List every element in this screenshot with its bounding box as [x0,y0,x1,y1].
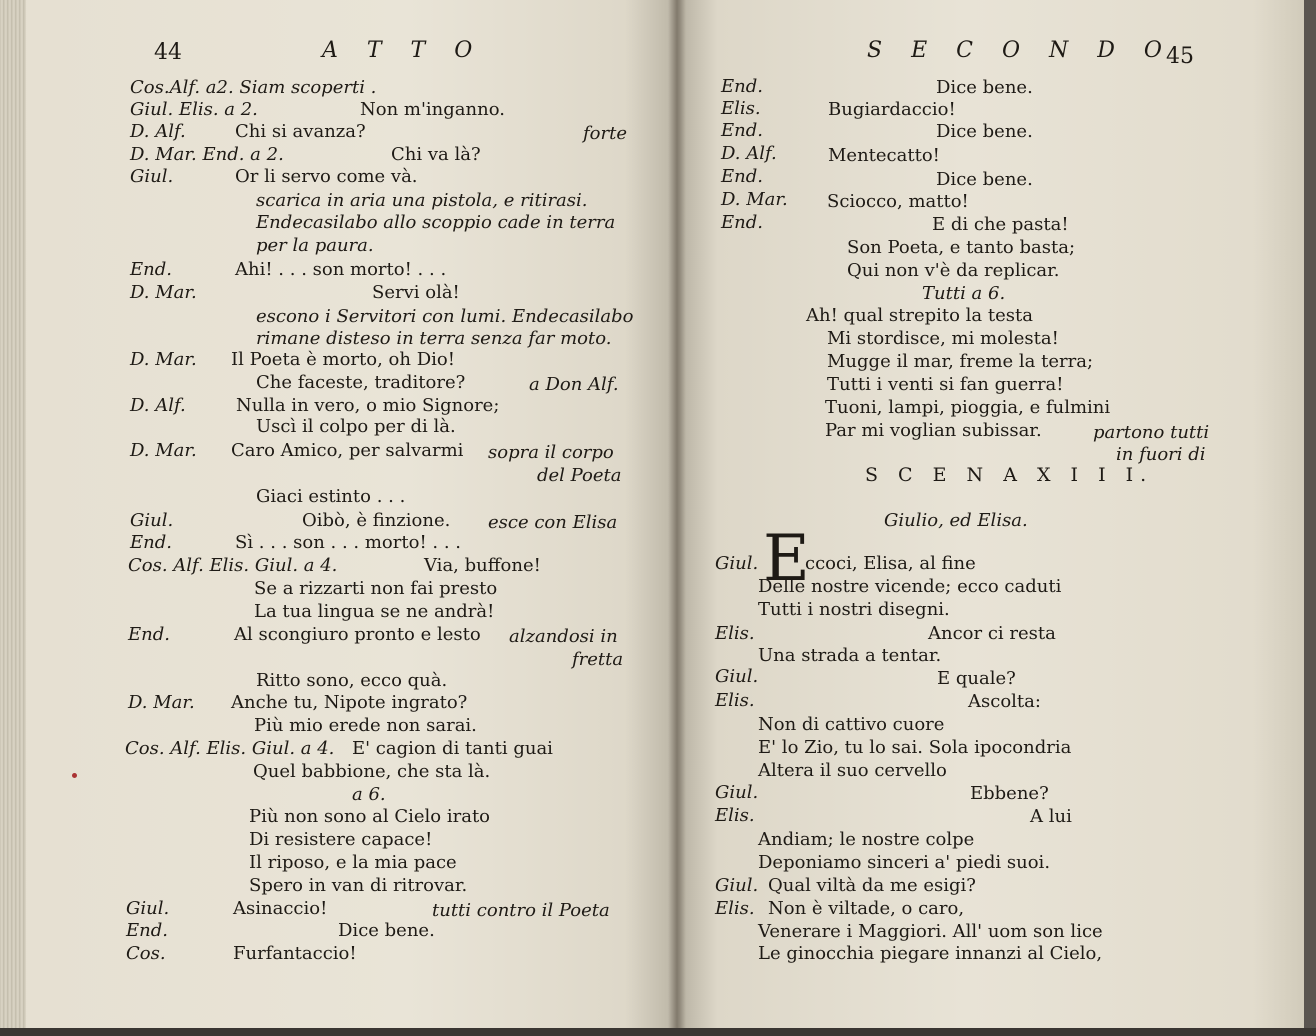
dialogue-text: Venerare i Maggiori. All' uom son lice [758,921,1103,942]
speaker-label: Giul. [130,166,174,187]
speaker-label: D. Mar. End. a 2. [130,144,284,165]
text-line: Cos.Alf. a2. Siam scoperti . [130,77,377,98]
dialogue-text: Delle nostre vicende; ecco caduti [758,576,1062,597]
speaker-label: End. [126,920,168,941]
dialogue-text: Mugge il mar, freme la terra; [827,351,1094,372]
dialogue-text: Furfantaccio! [233,943,357,964]
speaker-label: End. [721,166,763,187]
dialogue-text: Qui non v'è da replicar. [847,260,1060,281]
speaker-label: D. Alf. [130,395,186,416]
ink-spot [72,773,77,778]
stage-direction: rimane disteso in terra senza far moto. [256,328,612,349]
page-edge-stack [0,0,26,1036]
speaker-label: Giul. [715,782,759,803]
speaker-label: Giul. [126,898,170,919]
stage-direction: a Don Alf. [529,374,619,395]
speaker-label: End. [128,624,170,645]
speaker-label: Cos. [126,943,166,964]
dialogue-text: Di resistere capace! [249,829,433,850]
dialogue-text: Nulla in vero, o mio Signore; [236,395,500,416]
speaker-label: D. Mar. [130,349,197,370]
speaker-label: D. Alf. [130,121,186,142]
dialogue-text: Spero in van di ritrovar. [249,875,468,896]
speaker-label: End. [721,212,763,233]
dialogue-text: Al scongiuro pronto e lesto [234,624,481,645]
dialogue-text: Chi va là? [391,144,481,165]
dialogue-text: E' cagion di tanti guai [352,738,553,759]
dialogue-text: Via, buffone! [424,555,541,576]
stage-direction: del Poeta [537,465,622,486]
stage-direction: sopra il corpo [488,442,614,463]
speaker-label: End. [721,120,763,141]
dialogue-text: Oibò, è finzione. [302,510,451,531]
dialogue-text: Non m'inganno. [360,99,505,120]
dialogue-text: Che faceste, traditore? [256,372,466,393]
speaker-label: Cos. Alf. Elis. Giul. a 4. [125,738,335,759]
dialogue-text: Son Poeta, e tanto basta; [847,237,1076,258]
dialogue-text: Tutti i nostri disegni. [758,599,950,620]
book-gutter [668,0,686,1036]
running-header-left: A T T O [322,38,484,63]
dialogue-text: Ritto sono, ecco quà. [256,670,448,691]
speaker-label: End. [130,259,172,280]
stage-direction: Endecasilabo allo scoppio cade in terra [256,212,616,233]
stage-direction: a 6. [352,784,386,805]
dialogue-text: Altera il suo cervello [758,760,947,781]
dialogue-text: Andiam; le nostre colpe [758,829,975,850]
right-page [679,0,1316,1036]
running-header-right: S E C O N D O [867,38,1173,63]
dialogue-text: Tutti i venti si fan guerra! [827,374,1064,395]
dialogue-text: Deponiamo sinceri a' piedi suoi. [758,852,1051,873]
dialogue-text: Ah! qual strepito la testa [806,305,1033,326]
dialogue-text: Ascolta: [968,691,1041,712]
speaker-label: D. Alf. [721,143,777,164]
speaker-label: D. Mar. [128,692,195,713]
speaker-label: Elis. [715,898,755,919]
dialogue-text: ccoci, Elisa, al fine [805,553,976,574]
speaker-label: End. [721,76,763,97]
speaker-label: D. Mar. [130,282,197,303]
dialogue-text: A lui [1030,806,1072,827]
dialogue-text: Dice bene. [936,121,1033,142]
dialogue-text: Le ginocchia piegare innanzi al Cielo, [758,943,1103,964]
speaker-label: Giul. Elis. a 2. [130,99,258,120]
dialogue-text: Or li servo come và. [235,166,418,187]
scene-title: S C E N A X I I I. [865,464,1154,486]
stage-direction: esce con Elisa [488,512,618,533]
dialogue-text: Chi si avanza? [235,121,366,142]
dialogue-text: Servi olà! [372,282,460,303]
stage-direction: scarica in aria una pistola, e ritirasi. [256,190,588,211]
speaker-label: Elis. [715,623,755,644]
speaker-label: End. [130,532,172,553]
dialogue-text: Giaci estinto . . . [256,486,406,507]
dialogue-text: Mentecatto! [828,145,940,166]
dialogue-text: Asinaccio! [233,898,328,919]
dialogue-text: Il riposo, e la mia pace [249,852,457,873]
dialogue-text: Mi stordisce, mi molesta! [827,328,1059,349]
stage-direction: fretta [572,649,624,670]
stage-direction: per la paura. [256,235,374,256]
speaker-label: Elis. [721,98,761,119]
dialogue-text: La tua lingua se ne andrà! [254,601,495,622]
drop-cap: E [763,522,810,596]
dialogue-text: Non di cattivo cuore [758,714,945,735]
stage-direction: tutti contro il Poeta [432,900,610,921]
dialogue-text: Una strada a tentar. [758,645,942,666]
speaker-label: D. Mar. [721,189,788,210]
dialogue-text: Ancor ci resta [928,623,1056,644]
page-number-left: 44 [154,40,182,65]
dialogue-text: Quel babbione, che sta là. [253,761,491,782]
speaker-label: Giul. [715,875,759,896]
speaker-label: D. Mar. [130,440,197,461]
stage-direction: Tutti a 6. [922,283,1006,304]
dialogue-text: Caro Amico, per salvarmi [231,440,464,461]
dialogue-text: Dice bene. [338,920,435,941]
dialogue-text: Uscì il colpo per di là. [256,416,456,437]
dialogue-text: E' lo Zio, tu lo sai. Sola ipocondria [758,737,1072,758]
stage-direction: partono tutti [1093,422,1210,443]
dialogue-text: Qual viltà da me esigi? [768,875,976,896]
stage-direction: escono i Servitori con lumi. Endecasilabo [256,306,634,327]
dialogue-text: Ebbene? [970,783,1049,804]
page-bottom-edge [0,1028,1316,1036]
dialogue-text: Bugiardaccio! [828,99,956,120]
page-number-right: 45 [1166,44,1194,69]
stage-direction: forte [583,123,627,144]
speaker-label: Giul. [130,510,174,531]
stage-direction: alzandosi in [509,626,618,647]
dialogue-text: Non è viltade, o caro, [768,898,965,919]
dialogue-text: E quale? [937,668,1016,689]
dialogue-text: E di che pasta! [932,214,1069,235]
dialogue-text: Tuoni, lampi, pioggia, e fulmini [825,397,1111,418]
dialogue-text: Par mi voglian subissar. [825,420,1042,441]
speaker-label: Cos. Alf. Elis. Giul. a 4. [128,555,338,576]
scene-cast: Giulio, ed Elisa. [884,510,1028,531]
speaker-label: Elis. [715,690,755,711]
dialogue-text: Più non sono al Cielo irato [249,806,491,827]
dialogue-text: Anche tu, Nipote ingrato? [231,692,468,713]
dialogue-text: Ahi! . . . son morto! . . . [235,259,447,280]
dialogue-text: Più mio erede non sarai. [254,715,477,736]
stage-direction: in fuori di [1116,444,1206,465]
speaker-label: Giul. [715,553,759,574]
speaker-label: Elis. [715,805,755,826]
dialogue-text: Sì . . . son . . . morto! . . . [235,532,462,553]
page-edge-dark [1304,0,1316,1036]
dialogue-text: Il Poeta è morto, oh Dio! [231,349,455,370]
dialogue-text: Dice bene. [936,77,1033,98]
dialogue-text: Se a rizzarti non fai presto [254,578,498,599]
dialogue-text: Dice bene. [936,169,1033,190]
speaker-label: Giul. [715,666,759,687]
dialogue-text: Sciocco, matto! [827,191,969,212]
